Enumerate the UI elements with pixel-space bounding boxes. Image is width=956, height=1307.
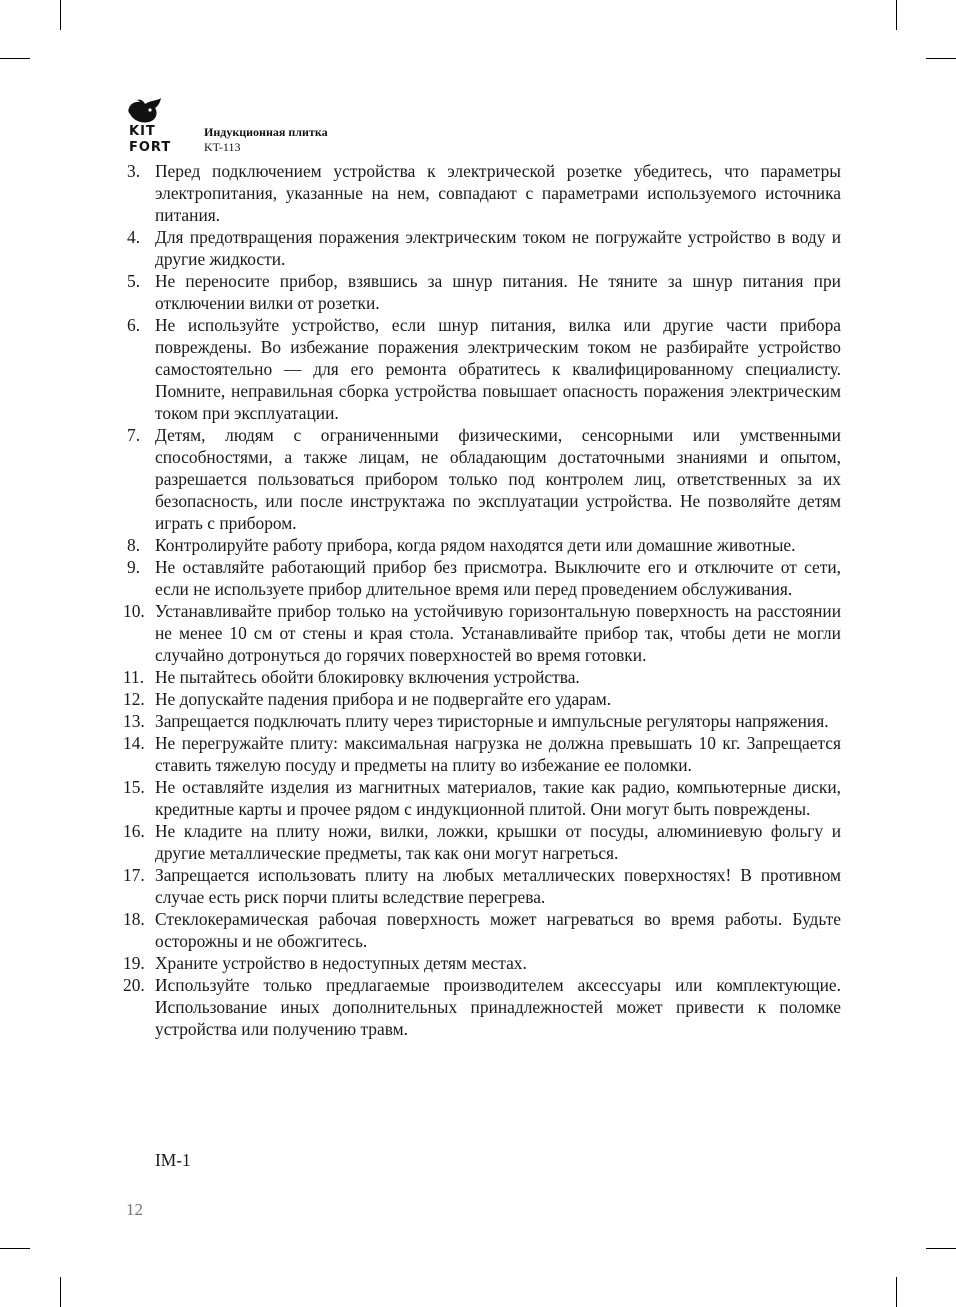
- manual-code: IM-1: [155, 1150, 191, 1170]
- item-number: 15.: [123, 777, 145, 797]
- crop-mark: [60, 0, 61, 30]
- whale-logo-icon: [127, 98, 165, 124]
- product-name: Индукционная плитка: [204, 125, 328, 139]
- item-text: Устанавливайте прибор только на устойчивую горизонтальную поверхность на расстоянии не менее 10 см от стены и края стола. Устанавливайте прибор так, чтобы дети не могли случайно дотронуться до горячих поверхностей во время готовки.: [155, 601, 841, 665]
- item-text: Не кладите на плиту ножи, вилки, ложки, крышки от посуды, алюминиевую фольгу и другие металлические предметы, так как они могут нагреться.: [155, 821, 841, 863]
- item-text: Детям, людям с ограниченными физическими, сенсорными или умственными способностями, а также лицам, не обладающим достаточными знаниями и опытом, разрешается пользоваться прибором только под контролем лиц, ответственных за их безопасность, или после инструктажа по эксплуатации устройства. Не позволяйте детям играть с прибором.: [155, 425, 841, 533]
- list-item: [123, 160, 841, 226]
- list-item: [123, 776, 841, 820]
- crop-mark: [0, 58, 30, 59]
- product-info: [204, 125, 328, 155]
- item-text: Не оставляйте изделия из магнитных материалов, такие как радио, компьютерные диски, кредитные карты и прочее рядом с индукционной плитой. Они могут быть повреждены.: [155, 777, 841, 819]
- item-number: 16.: [123, 821, 145, 841]
- crop-mark: [926, 1248, 956, 1249]
- crop-mark: [926, 58, 956, 59]
- brand-line-fort: FORT: [129, 140, 172, 155]
- item-number: 18.: [123, 909, 145, 929]
- item-number: 7.: [127, 425, 141, 445]
- list-item: [123, 688, 841, 710]
- crop-mark: [896, 1277, 897, 1307]
- item-text: Стеклокерамическая рабочая поверхность может нагреваться во время работы. Будьте осторожны и не обожгитесь.: [155, 909, 841, 951]
- item-text: Не перегружайте плиту: максимальная нагрузка не должна превышать 10 кг. Запрещается ставить тяжелую посуду и предметы на плиту во избежание ее поломки.: [155, 733, 841, 775]
- item-text: Не допускайте падения прибора и не подвергайте его ударам.: [155, 689, 612, 709]
- item-number: 5.: [127, 271, 141, 291]
- list-item: [123, 666, 841, 688]
- safety-instructions-list: [123, 160, 841, 1040]
- brand-logo-text: [129, 124, 199, 156]
- list-item: [123, 732, 841, 776]
- list-item: [123, 226, 841, 270]
- list-item: [123, 270, 841, 314]
- list-item: [123, 556, 841, 600]
- item-number: 14.: [123, 733, 145, 753]
- crop-mark: [0, 1248, 30, 1249]
- item-text: Используйте только предлагаемые производителем аксессуары или комплектующие. Использование иных дополнительных принадлежностей может привести к поломке устройства или получению травм.: [155, 975, 841, 1039]
- item-number: 8.: [127, 535, 141, 555]
- item-text: Контролируйте работу прибора, когда рядом находятся дети или домашние животные.: [155, 535, 796, 555]
- item-number: 11.: [123, 667, 145, 687]
- list-item: [123, 534, 841, 556]
- list-item: [123, 952, 841, 974]
- item-number: 20.: [123, 975, 145, 995]
- list-item: [123, 710, 841, 732]
- list-item: [123, 424, 841, 534]
- item-number: 19.: [123, 953, 145, 973]
- item-number: 3.: [127, 161, 141, 181]
- item-number: 10.: [123, 601, 145, 621]
- item-text: Для предотвращения поражения электрическим током не погружайте устройство в воду и другие жидкости.: [155, 227, 841, 269]
- item-text: Не используйте устройство, если шнур питания, вилка или другие части прибора повреждены. Во избежание поражения электрическим током не разбирайте устройство самостоятельно — для его ремонта обратитесь к квалифицированному специалисту. Помните, неправильная сборка устройства повышает опасность поражения электрическим током при эксплуатации.: [155, 315, 841, 423]
- item-number: 6.: [127, 315, 141, 335]
- list-item: [123, 864, 841, 908]
- page-number: 12: [126, 1200, 143, 1219]
- item-number: 9.: [127, 557, 141, 577]
- list-item: [123, 908, 841, 952]
- product-model: KT-113: [204, 140, 241, 154]
- item-text: Перед подключением устройства к электрической розетке убедитесь, что параметры электропитания, указанные на нем, совпадают с параметрами используемого источника питания.: [155, 161, 841, 225]
- brand-line-kit: KIT: [129, 124, 156, 139]
- list-item: [123, 600, 841, 666]
- crop-mark: [60, 1277, 61, 1307]
- item-text: Не переносите прибор, взявшись за шнур питания. Не тяните за шнур питания при отключении вилки от розетки.: [155, 271, 841, 313]
- item-text: Не пытайтесь обойти блокировку включения устройства.: [155, 667, 580, 687]
- page-header: [127, 98, 527, 158]
- item-number: 17.: [123, 865, 145, 885]
- list-item: [123, 974, 841, 1040]
- item-text: Не оставляйте работающий прибор без присмотра. Выключите его и отключите от сети, если не используете прибор длительное время или перед проведением обслуживания.: [155, 557, 841, 599]
- list-item: [123, 314, 841, 424]
- item-text: Запрещается использовать плиту на любых металлических поверхностях! В противном случае есть риск порчи плиты вследствие перегрева.: [155, 865, 841, 907]
- list-item: [123, 820, 841, 864]
- item-number: 13.: [123, 711, 145, 731]
- item-text: Запрещается подключать плиту через тиристорные и импульсные регуляторы напряжения.: [155, 711, 829, 731]
- item-text: Храните устройство в недоступных детям местах.: [155, 953, 527, 973]
- crop-mark: [896, 0, 897, 30]
- item-number: 12.: [123, 689, 145, 709]
- item-number: 4.: [127, 227, 141, 247]
